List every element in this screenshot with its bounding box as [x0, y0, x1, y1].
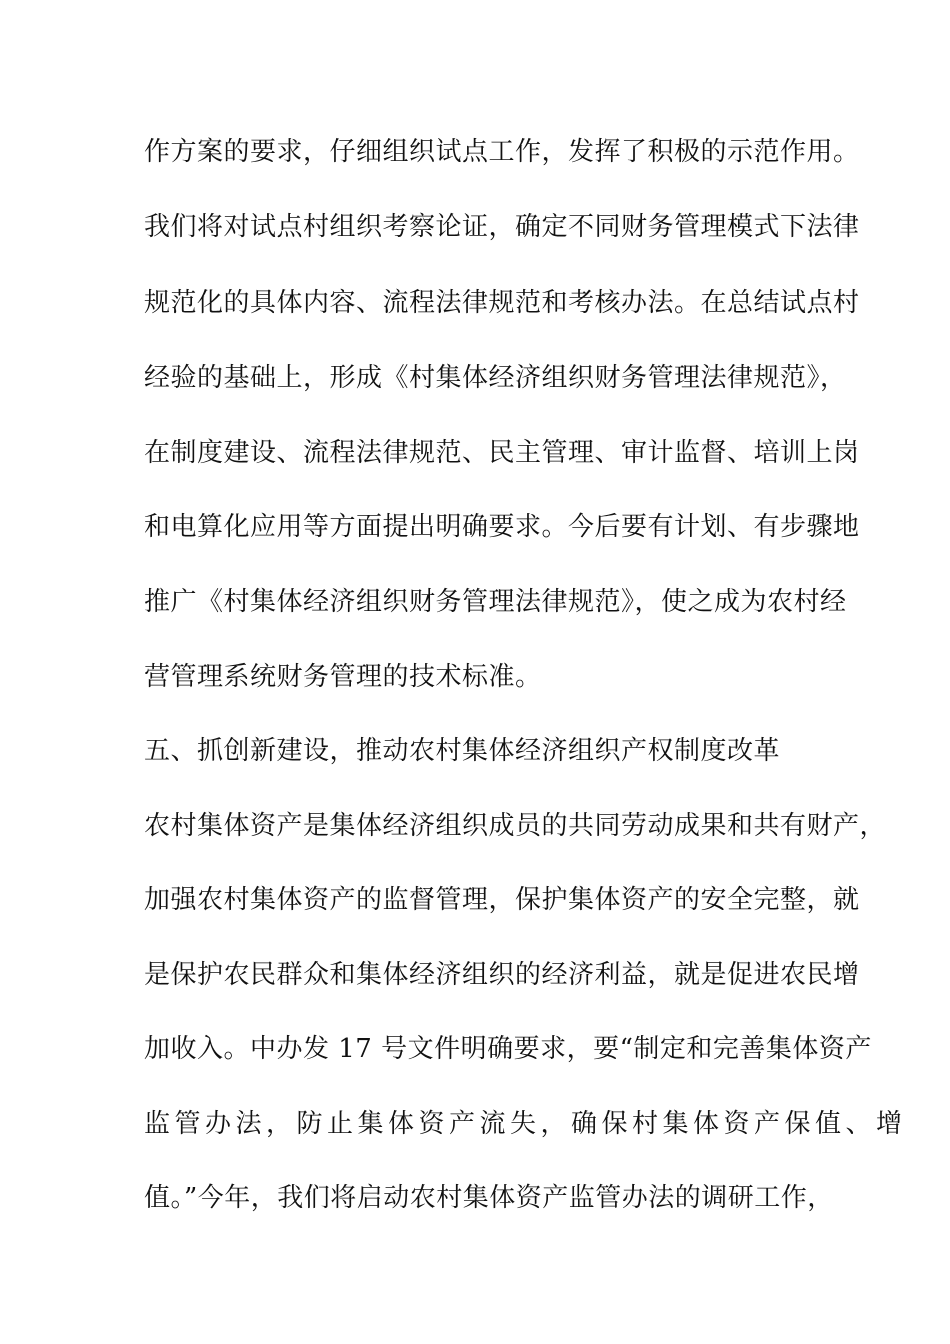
paragraph-line: 是保护农民群众和集体经济组织的经济利益，就是促进农民增 — [144, 960, 860, 990]
paragraph-line: 规范化的具体内容、流程法律规范和考核办法。在总结试点村 — [144, 288, 860, 318]
paragraph-line: 加强农村集体资产的监督管理，保护集体资产的安全完整，就 — [144, 885, 860, 915]
section-heading: 五、抓创新建设，推动农村集体经济组织产权制度改革 — [144, 736, 781, 766]
paragraph-line: 加收入。中办发 17 号文件明确要求，要“制定和完善集体资产 — [144, 1034, 872, 1064]
paragraph-line: 营管理系统财务管理的技术标准。 — [144, 662, 542, 692]
paragraph-line: 在制度建设、流程法律规范、民主管理、审计监督、培训上岗 — [144, 438, 860, 468]
paragraph-line: 我们将对试点村组织考察论证，确定不同财务管理模式下法律 — [144, 212, 860, 242]
paragraph-line: 作方案的要求，仔细组织试点工作，发挥了积极的示范作用。 — [144, 137, 860, 167]
paragraph-line: 农村集体资产是集体经济组织成员的共同劳动成果和共有财产， — [144, 811, 887, 841]
paragraph-line: 值。”今年，我们将启动农村集体资产监管办法的调研工作， — [144, 1183, 834, 1213]
paragraph-line: 经验的基础上，形成《村集体经济组织财务管理法律规范》， — [144, 363, 847, 393]
paragraph-line: 监管办法，防止集体资产流失，确保村集体资产保值、增 — [144, 1109, 907, 1139]
paragraph-line: 推广《村集体经济组织财务管理法律规范》，使之成为农村经 — [144, 587, 847, 617]
paragraph-line: 和电算化应用等方面提出明确要求。今后要有计划、有步骤地 — [144, 512, 860, 542]
